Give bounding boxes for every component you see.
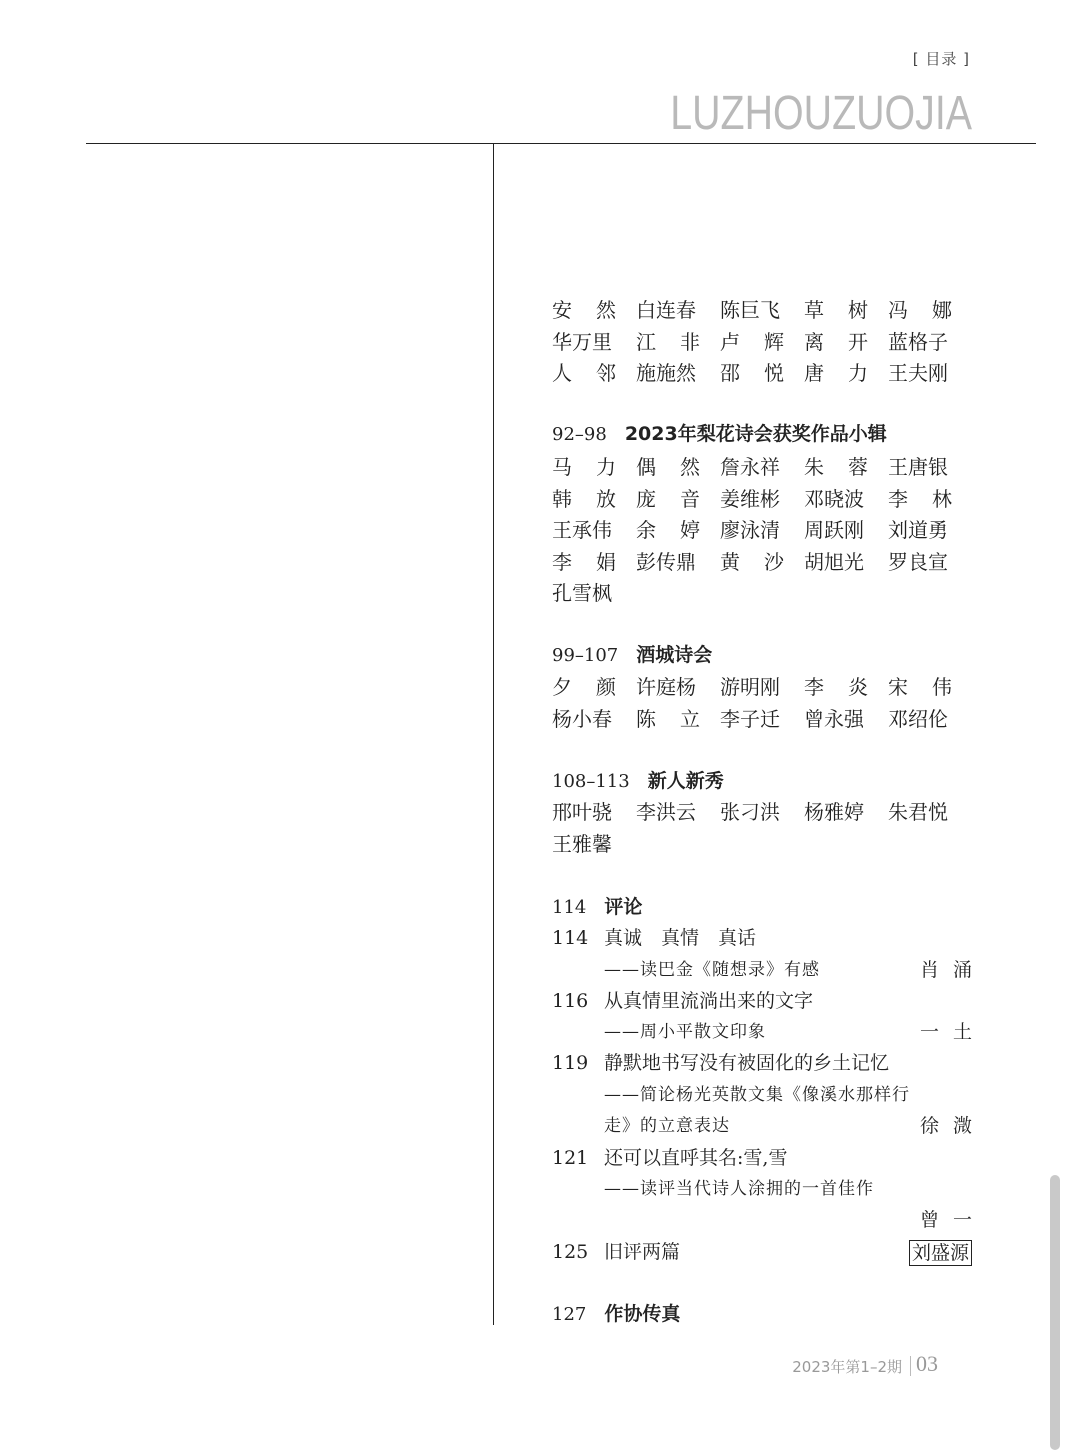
author-name: 詹永祥 xyxy=(720,455,780,479)
entry-author: 肖涌 xyxy=(919,959,986,981)
author-name: 张刁洪 xyxy=(720,800,780,824)
author-name: 宋 伟 xyxy=(888,675,952,699)
author-name: 离 开 xyxy=(804,329,868,354)
author-name: 夕 颜 xyxy=(552,675,616,699)
author-name: 许庭杨 xyxy=(636,675,696,699)
author-name: 杨小春 xyxy=(552,706,612,731)
entry-title: 从真情里流淌出来的文字 xyxy=(604,990,814,1012)
author-name: 人 邻 xyxy=(552,361,616,385)
entry-page: 125 xyxy=(552,1241,589,1263)
scrollbar-thumb[interactable] xyxy=(1050,1175,1060,1450)
entry-subtitle: ——周小平散文印象 xyxy=(604,1022,766,1042)
section-title: 酒城诗会 xyxy=(636,644,713,666)
author-name: 罗良宣 xyxy=(888,549,948,574)
section-title: 评论 xyxy=(604,896,643,918)
column-divider xyxy=(493,143,494,1325)
author-name: 彭传鼎 xyxy=(636,549,696,574)
author-name: 姜维彬 xyxy=(720,486,780,511)
author-name: 庞 音 xyxy=(636,486,700,511)
entry-author: 一土 xyxy=(919,1021,986,1043)
entry-author: 徐溦 xyxy=(919,1115,986,1137)
author-name: 陈 立 xyxy=(636,706,700,731)
section-pages: 108–113 xyxy=(552,771,630,792)
entry-author: 曾一 xyxy=(919,1209,986,1231)
author-name: 李洪云 xyxy=(636,800,696,824)
author-name: 韩 放 xyxy=(552,486,616,511)
author-name: 马 力 xyxy=(552,455,616,479)
author-name: 冯 娜 xyxy=(888,298,952,322)
section-pages: 92–98 xyxy=(552,424,607,445)
entry-page: 119 xyxy=(552,1052,589,1074)
author-name: 李 林 xyxy=(888,486,952,511)
author-name: 朱君悦 xyxy=(888,800,948,824)
author-name: 胡旭光 xyxy=(804,549,864,574)
author-name: 唐 力 xyxy=(804,361,868,385)
section-pages: 127 xyxy=(552,1304,587,1325)
section-heading-xinren xyxy=(552,767,724,796)
masthead-title: LUZHOUZUOJIA xyxy=(670,87,972,140)
author-name: 余 婷 xyxy=(636,518,700,542)
entry-page: 121 xyxy=(552,1147,589,1169)
section-title: 2023年梨花诗会获奖作品小辑 xyxy=(624,423,887,445)
section-heading-pinglun xyxy=(552,893,642,922)
footer-separator xyxy=(910,1356,911,1376)
author-name: 刘道勇 xyxy=(888,518,948,542)
section-pages: 99–107 xyxy=(552,645,619,666)
author-name: 王雅馨 xyxy=(552,831,612,856)
author-name: 王唐银 xyxy=(888,455,948,479)
toc-entry[interactable] xyxy=(552,923,972,953)
footer-issue: 2023年第1–2期 xyxy=(792,1358,902,1376)
entry-subtitle: ——简论杨光英散文集《像溪水那样行 xyxy=(604,1085,910,1105)
author-name: 曾永强 xyxy=(804,706,864,731)
top-rule-divider xyxy=(86,143,1036,144)
author-name: 安 然 xyxy=(552,298,616,322)
entry-subtitle-cont: 走》的立意表达 xyxy=(604,1116,730,1136)
author-name: 华万里 xyxy=(552,329,612,354)
entry-subtitle: ——读巴金《随想录》有感 xyxy=(604,960,820,980)
author-name: 邵 悦 xyxy=(720,361,784,385)
author-name: 李 炎 xyxy=(804,675,868,699)
section-title: 作协传真 xyxy=(604,1303,681,1325)
author-name: 黄 沙 xyxy=(720,549,784,574)
section-heading-zuoxie xyxy=(552,1300,680,1329)
section-pages: 114 xyxy=(552,897,587,918)
author-name: 草 树 xyxy=(804,298,868,322)
entry-author-boxed: 刘盛源 xyxy=(909,1240,972,1266)
entry-title: 真诚 真情 真话 xyxy=(604,927,757,949)
toc-entry[interactable] xyxy=(552,1143,972,1173)
entry-page: 114 xyxy=(552,927,589,949)
author-name: 孔雪枫 xyxy=(552,581,612,605)
author-name: 卢 辉 xyxy=(720,329,784,354)
entry-title: 旧评两篇 xyxy=(604,1241,681,1263)
author-name: 周跃刚 xyxy=(804,518,864,542)
entry-title: 还可以直呼其名:雪,雪 xyxy=(604,1147,788,1169)
author-name: 朱 蓉 xyxy=(804,455,868,479)
footer-page-number: 03 xyxy=(916,1351,938,1376)
author-name: 王夫刚 xyxy=(888,361,948,385)
entry-page: 116 xyxy=(552,990,589,1012)
author-name: 王承伟 xyxy=(552,518,612,542)
entry-title: 静默地书写没有被固化的乡土记忆 xyxy=(604,1052,890,1074)
author-name: 白连春 xyxy=(636,298,696,322)
author-name: 廖泳清 xyxy=(720,518,780,542)
toc-entry[interactable] xyxy=(552,1048,972,1078)
section-title: 新人新秀 xyxy=(647,770,724,792)
author-name: 邢叶骁 xyxy=(552,800,612,824)
author-name: 李 娟 xyxy=(552,549,616,574)
author-name: 邓晓波 xyxy=(804,486,864,511)
author-name: 蓝格子 xyxy=(888,329,948,354)
author-name: 偶 然 xyxy=(636,455,700,479)
entry-subtitle: ——读评当代诗人涂拥的一首佳作 xyxy=(604,1179,874,1199)
author-name: 杨雅婷 xyxy=(804,800,864,824)
author-name: 李子迁 xyxy=(720,706,780,731)
author-name: 江 非 xyxy=(636,329,700,354)
author-name: 施施然 xyxy=(636,361,696,385)
section-label: [ 目录 ] xyxy=(912,50,970,68)
section-heading-lihua xyxy=(552,420,887,449)
author-name: 邓绍伦 xyxy=(888,706,948,731)
author-name: 陈巨飞 xyxy=(720,298,780,322)
toc-entry[interactable] xyxy=(552,986,972,1016)
author-name: 游明刚 xyxy=(720,675,780,699)
section-heading-jiucheng xyxy=(552,641,712,670)
